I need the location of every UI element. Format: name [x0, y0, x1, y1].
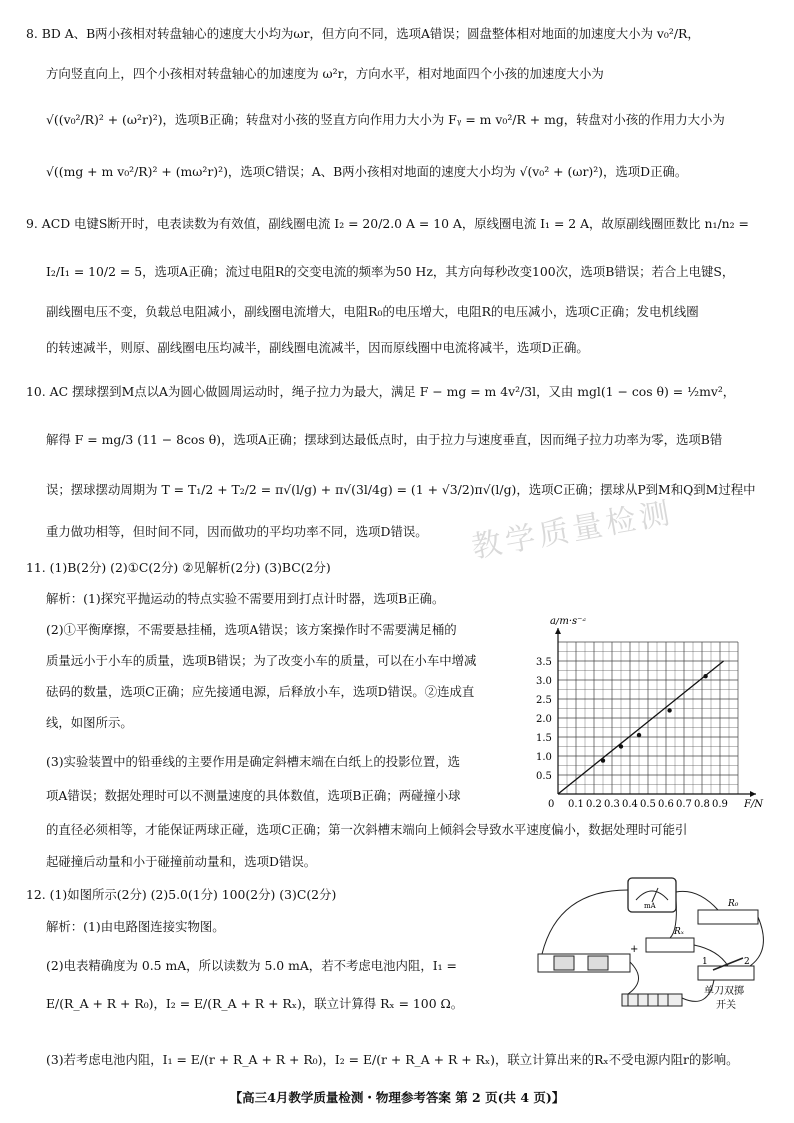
battery: [538, 944, 638, 972]
data-point: [637, 733, 641, 737]
text-line: 副线圈电压不变，负载总电阻减小，副线圈电流增大，电阻R₀的电压增大，电阻R的电压减小，选项C正确；发电机线圈: [46, 304, 699, 319]
switch-pos-2: 2: [744, 957, 750, 967]
x-tick-label: 0.9: [712, 799, 728, 810]
text-line: 12. (1)如图所示(2分) (2)5.0(1分) 100(2分) (3)C(2分): [26, 887, 337, 902]
text-line: 解得 F = mg/3 (11 − 8cos θ)，选项A正确；摆球到达最低点时，由于拉力与速度垂直，因而绳子拉力功率为零，选项B错: [46, 432, 723, 447]
page-footer: 【高三4月教学质量检测・物理参考答案 第 2 页(共 4 页)】: [229, 1090, 565, 1105]
text-line: 质量远小于小车的质量，选项B错误；为了改变小车的质量，可以在小车中增减: [46, 653, 477, 668]
y-tick-label: 1.5: [536, 733, 552, 744]
rx-label: Rₓ: [674, 927, 684, 937]
x-tick-label: 0.5: [640, 799, 656, 810]
text-line: 的直径必须相等，才能保证两球正碰，选项C正确；第一次斜槽末端向上倾斜会导致水平速度偏小，数据处理时可能引: [46, 822, 688, 837]
resistor-rx: [646, 927, 694, 952]
r0-label: R₀: [728, 899, 739, 909]
data-point: [619, 744, 623, 748]
x-tick-label: 0.6: [658, 799, 674, 810]
x-axis-label: F/N: [744, 799, 764, 810]
text-line: I₂/I₁ = 10/2 = 5，选项A正确；流过电阻R的交变电流的频率为50 Hz，其方向每秒改变100次，选项B错误；若合上电键S，: [46, 264, 735, 279]
x-tick-label: 0.4: [622, 799, 638, 810]
resistor-r0: [698, 899, 758, 924]
switch-label-2: 开关: [716, 1000, 736, 1011]
text-line: E/(R_A + R + R₀)，I₂ = E/(R_A + R + Rₓ)，联立计算得 Rₓ = 100 Ω。: [46, 996, 464, 1011]
switch-label-1: 单刀双掷: [704, 986, 744, 997]
text-line: (3)实验装置中的铅垂线的主要作用是确定斜槽末端在白纸上的投影位置，选: [46, 754, 461, 769]
text-line: 解析：(1)由电路图连接实物图。: [46, 919, 225, 934]
text-line: 10. AC 摆球摆到M点以A为圆心做圆周运动时，绳子拉力为最大，满足 F − mg = m 4v²/3l，又由 mgl(1 − cos θ) = ½mv²，: [26, 384, 736, 399]
x-tick-label: 0.2: [586, 799, 602, 810]
y-tick-label: 2.0: [536, 714, 552, 725]
y-axis-label: a/m·s⁻²: [550, 618, 587, 627]
y-tick-label: 0.5: [536, 771, 552, 782]
text-line: 砝码的数量，选项C正确；应先接通电源，后释放小车，选项D错误。②连成直: [46, 684, 475, 699]
text-line: 重力做功相等，但时间不同，因而做功的平均功率不同，选项D错误。: [46, 524, 428, 539]
text-line: 8. BD A、B两小孩相对转盘轴心的速度大小均为ωr，但方向不同，选项A错误；圆盘整体相对地面的加速度大小为 v₀²/R，: [26, 26, 700, 41]
y-tick-label: 3.5: [536, 657, 552, 668]
x-tick-label: 0.3: [604, 799, 620, 810]
meter-label: mA: [644, 902, 656, 910]
text-line: 线，如图所示。: [46, 715, 133, 730]
text-line: √((v₀²/R)² + (ω²r)²)，选项B正确；转盘对小孩的竖直方向作用力大小为 Fᵧ = m v₀²/R + mg，转盘对小孩的作用力大小为: [46, 112, 725, 127]
switch-pos-1: 1: [702, 957, 708, 967]
y-tick-label: 1.0: [536, 752, 552, 763]
text-line: 9. ACD 电键S断开时，电表读数为有效值，副线圈电流 I₂ = 20/2.0 A = 10 A，原线圈电流 I₁ = 2 A，故原副线圈匝数比 n₁/n₂ =: [26, 216, 749, 231]
y-axis-arrow: [555, 628, 561, 634]
data-point: [703, 674, 707, 678]
data-point: [601, 758, 605, 762]
watermark: 教学质量检测: [469, 495, 677, 566]
x-tick-label: 0: [548, 799, 555, 810]
x-tick-label: 0.7: [676, 799, 692, 810]
text-line: 解析：(1)探究平抛运动的特点实验不需要用到打点计时器，选项B正确。: [46, 591, 445, 606]
circuit-diagram: [528, 870, 778, 1020]
spdt-switch: [698, 957, 754, 1011]
x-tick-label: 0.1: [568, 799, 584, 810]
text-line: 11. (1)B(2分) (2)①C(2分) ②见解析(2分) (3)BC(2分): [26, 560, 331, 575]
text-line: (3)若考虑电池内阻，I₁ = E/(r + R_A + R + R₀)，I₂ = E/(r + R_A + R + Rₓ)，联立计算出来的Rₓ不受电源内阻r的影响。: [46, 1052, 739, 1067]
a-f-chart: [528, 618, 778, 848]
x-axis-arrow: [750, 791, 756, 797]
text-line: 的转速减半，则原、副线圈电压均减半，副线圈电流减半，因而原线圈中电流将减半，选项D正确。: [46, 340, 589, 355]
text-line: 方向竖直向上，四个小孩相对转盘轴心的加速度为 ω²r，方向水平，相对地面四个小孩的加速度大小为: [46, 66, 604, 81]
text-line: (2)①平衡摩擦，不需要悬挂桶，选项A错误；该方案操作时不需要满足桶的: [46, 622, 457, 637]
rheostat: [622, 994, 682, 1006]
plus-label: +: [630, 944, 639, 955]
milliammeter: [628, 878, 676, 912]
data-point: [667, 708, 671, 712]
y-tick-label: 3.0: [536, 676, 552, 687]
text-line: (2)电表精确度为 0.5 mA，所以读数为 5.0 mA，若不考虑电池内阻，I₁ =: [46, 958, 457, 973]
text-line: 项A错误；数据处理时可以不测量速度的具体数值，选项B正确；两碰撞小球: [46, 788, 461, 803]
text-line: 起碰撞后动量和小于碰撞前动量和，选项D错误。: [46, 854, 317, 869]
text-line: √((mg + m v₀²/R)² + (mω²r)²)，选项C错误；A、B两小孩相对地面的速度大小均为 √(v₀² + (ωr)²)，选项D正确。: [46, 164, 688, 179]
text-line: 误；摆球摆动周期为 T = T₁/2 + T₂/2 = π√(l/g) + π√(3l/4g) = (1 + √3/2)π√(l/g)，选项C正确；摆球从P到M和Q到M过程中: [46, 482, 756, 497]
x-tick-label: 0.8: [694, 799, 710, 810]
y-tick-label: 2.5: [536, 695, 552, 706]
